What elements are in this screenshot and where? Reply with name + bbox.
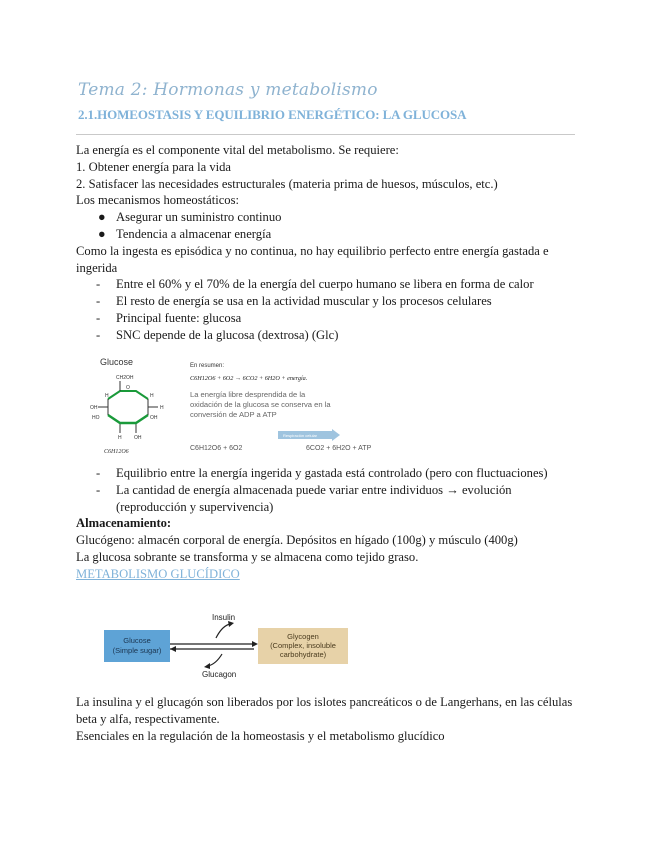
svg-text:Glucose: Glucose [123, 636, 151, 645]
storage-heading: Almacenamiento: [76, 516, 172, 531]
atom-label: O [126, 385, 130, 391]
glucagon-arrow-icon [208, 654, 222, 666]
paragraph: La glucosa sobrante se transforma y se almacena como tejido graso. [76, 549, 419, 564]
bullet-marker: ● [98, 226, 106, 241]
bullet-marker: ● [98, 210, 106, 225]
svg-text:Glycogen: Glycogen [287, 632, 319, 641]
insulin-glucagon-diagram [104, 610, 354, 682]
respiration-label: Respiración celular [283, 433, 318, 438]
summary-equation: C6H12O6 + 6O2 → 6CO2 + 6H2O + energía. [190, 375, 308, 382]
paragraph: La energía es el componente vital del metabolismo. Se requiere: [76, 143, 399, 157]
atom-label: H [105, 393, 109, 399]
atom-label: OH [134, 435, 142, 441]
equation-right: 6CO2 + 6H2O + ATP [306, 445, 372, 452]
paragraph: Como la ingesta es episódica y no continua, no hay equilibrio perfecto entre energía gastada e ingerida [76, 243, 549, 275]
summary-line: oxidación de la glucosa se conserva en la [190, 400, 331, 409]
bullet-list [76, 209, 576, 243]
list-item: - La cantidad de energía almacenada puede variar entre individuos → evolución (reproducción y supervivencia) [96, 482, 512, 514]
intro-block [76, 142, 576, 344]
list-item: - Equilibrio entre la energía ingerida y gastada está controlado (pero con fluctuaciones) [96, 466, 548, 480]
svg-text:(Simple sugar): (Simple sugar) [112, 646, 162, 655]
glucose-label: Glucose [100, 357, 134, 367]
closing-block [76, 694, 576, 744]
dash-list [76, 465, 576, 515]
insulin-label: Insulin [212, 613, 236, 622]
list-item: - SNC depende de la glucosa (dextrosa) (Glc) [96, 327, 339, 342]
divider [76, 134, 575, 135]
summary-heading: En resumen: [190, 363, 225, 369]
insulin-arrow-icon [216, 624, 230, 638]
metabolism-heading-link[interactable]: METABOLISMO GLUCÍDICO [76, 566, 240, 581]
atom-label: OH [150, 415, 158, 421]
paragraph: 1. Obtener energía para la vida [76, 159, 232, 174]
equation-left: C6H12O6 + 6O2 [190, 445, 243, 452]
list-item: ● Asegurar un suministro continuo [98, 210, 282, 225]
double-arrow-icon [170, 644, 254, 649]
atom-label: H [150, 393, 154, 399]
svg-text:carbohydrate): carbohydrate) [279, 650, 327, 659]
atom-label: OH [90, 405, 98, 411]
paragraph: Los mecanismos homeostáticos: [76, 193, 239, 208]
atom-label: CH2OH [116, 375, 134, 381]
atom-label: HO [92, 415, 100, 421]
paragraph: La insulina y el glucagón son liberados por los islotes pancreáticos o de Langerhans, en las células beta y alfa, respectivamente. [76, 695, 573, 726]
list-item: - El resto de energía se usa en la actividad muscular y los procesos celulares [96, 294, 492, 309]
glucose-ring-icon [108, 391, 148, 399]
page-title: Tema 2: Hormonas y metabolismo [78, 80, 378, 100]
paragraph: Glucógeno: almacén corporal de energía. Depósitos en hígado (100g) y músculo (400g) [76, 533, 518, 548]
glucose-figure [78, 353, 378, 458]
summary-line: La energía libre desprendida de la [190, 390, 306, 399]
list-item: - Principal fuente: glucosa [96, 310, 242, 325]
list-item: - Entre el 60% y el 70% de la energía del cuerpo humano se libera en forma de calor [96, 277, 534, 292]
summary-line: conversión de ADP a ATP [190, 410, 277, 419]
paragraph: Esenciales en la regulación de la homeostasis y el metabolismo glucídico [76, 728, 445, 743]
section-heading: 2.1.HOMEOSTASIS Y EQUILIBRIO ENERGÉTICO: LA GLUCOSA [78, 107, 467, 122]
dash-list [76, 276, 576, 343]
atom-label: H [160, 405, 164, 411]
formula-label: C6H12O6 [104, 449, 129, 455]
balance-block [76, 465, 576, 583]
atom-label: H [118, 435, 122, 441]
list-item: ● Tendencia a almacenar energía [98, 226, 272, 241]
paragraph: 2. Satisfacer las necesidades estructurales (materia prima de huesos, músculos, etc.) [76, 176, 498, 191]
glucagon-label: Glucagon [202, 670, 237, 679]
svg-text:(Complex, insoluble: (Complex, insoluble [270, 641, 336, 650]
